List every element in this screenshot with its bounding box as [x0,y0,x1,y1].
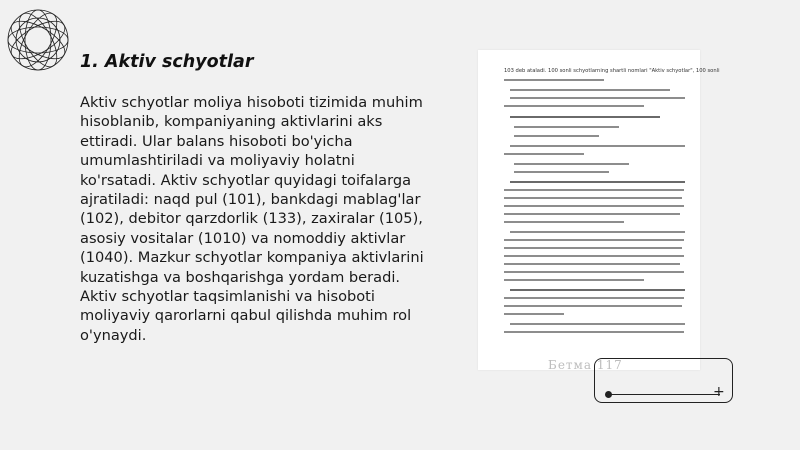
section-heading: 1. Aktiv schyotlar [80,52,254,72]
document-first-line: 103 deb ataladi. 100 sonli schyotlarning shartli nomlari "Aktiv schyotlar", 100 sonli [504,68,720,74]
media-progress-slider[interactable] [594,358,733,403]
geometric-circle-logo-icon [2,4,74,76]
document-scan-image [478,50,720,370]
plus-icon[interactable]: + [713,384,725,400]
body-paragraph: Aktiv schyotlar moliya hisoboti tizimida muhim hisoblanib, kompaniyaning aktivlarini aks ettiradi. Ular balans hisoboti bo'yicha umumlashtiriladi va moliyaviy holatni ko'rsatadi. Aktiv schyotlar quyidagi toifalarga ajratiladi: naqd pul (101), bankdagi mablag'lar (102), debitor qarzdorlik (133), zaxiralar (105), asosiy vositalar (1010) va nomoddiy aktivlar (1040). Mazkur schyotlar kompaniya aktivlarini kuzatishga va boshqarishga yordam beradi. Aktiv schyotlar taqsimlanishi va hisoboti moliyaviy qarorlarni qabul qilishda muhim rol o'ynaydi. [80,94,424,344]
page-stamp: Бетма 117 [548,358,623,372]
slider-track[interactable] [608,394,720,395]
circle-dot-icon[interactable] [605,391,612,398]
